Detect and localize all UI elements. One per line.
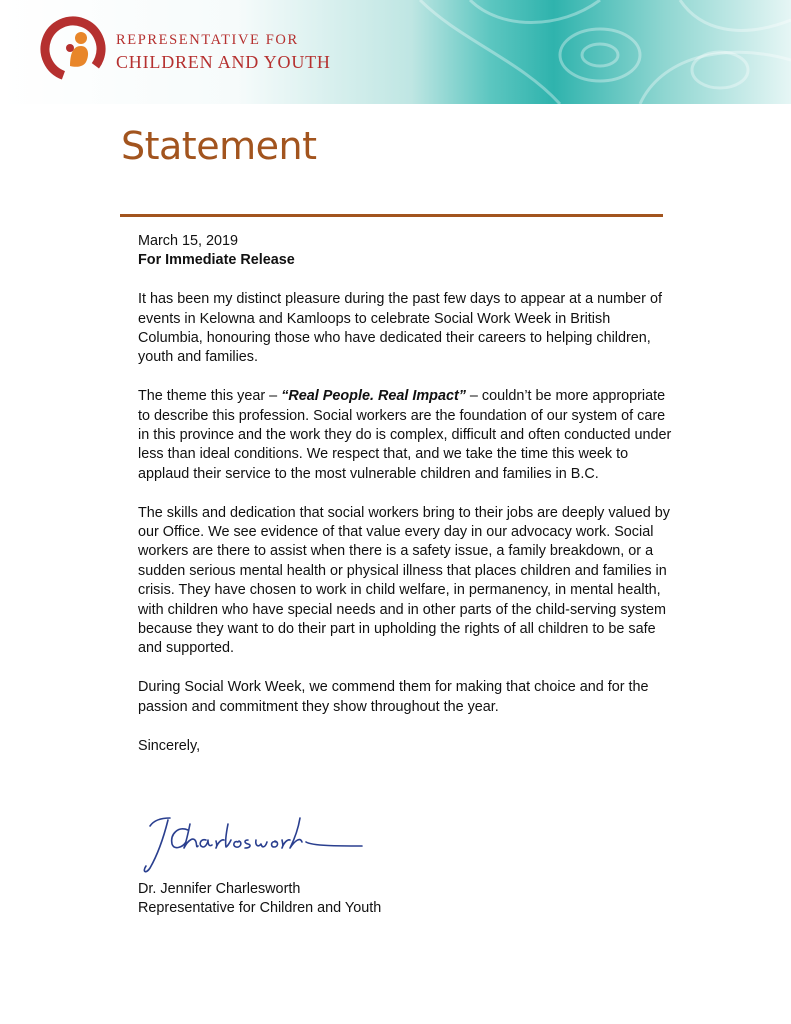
paragraph-2-intro: The theme this year –: [138, 388, 282, 405]
rcy-logo-icon: [40, 16, 106, 82]
document-title: Statement: [121, 124, 317, 168]
org-name-line2: CHILDREN AND YOUTH: [116, 51, 331, 72]
statement-body: [138, 232, 678, 757]
paragraph-2-body: – couldn’t be more appropriate to describe this profession. Social workers are the foundation of our system of care in this province and the work they do is complex, difficult and often conducted under less than ideal conditions. We respect that, and we take the time this week to applaud their service to the most vulnerable children and families in B.C.: [138, 388, 672, 482]
title-divider: [120, 214, 663, 217]
org-name: [116, 33, 331, 71]
paragraph-4: During Social Work Week, we commend them for making that choice and for the passion and commitment they show throughout the year.: [138, 679, 649, 715]
paragraph-1: It has been my distinct pleasure during the past few days to appear at a number of events in Kelowna and Kamloops to celebrate Social Work Week in British Columbia, honouring those who have dedicated their careers to helping children, youth and families.: [138, 291, 662, 366]
statement-date: March 15, 2019: [138, 233, 238, 249]
org-name-line1: REPRESENTATIVE FOR: [116, 32, 299, 48]
paragraph-2: [138, 387, 678, 484]
signer-name: Dr. Jennifer Charlesworth: [138, 881, 301, 897]
paragraph-3: The skills and dedication that social workers bring to their jobs are deeply valued by our Office. We see evidence of that value every day in our advocacy work. Social workers are there to assist when there is a safety issue, a family breakdown, or a sudden serious mental health or physical illness that places children and families in crisis. They have chosen to work in child welfare, in permanency, in mental health, with children who have special needs and in other parts of the child-serving system because they want to do their part in upholding the rights of all children to be safe and supported.: [138, 504, 670, 657]
closing-salutation: Sincerely,: [138, 738, 201, 755]
signer-title: Representative for Children and Youth: [138, 900, 382, 917]
header-banner: [0, 0, 791, 104]
theme-quote: “Real People. Real Impact”: [281, 388, 466, 405]
handwritten-signature: [140, 812, 370, 878]
signer-block: [138, 880, 381, 919]
release-label: For Immediate Release: [138, 252, 295, 269]
